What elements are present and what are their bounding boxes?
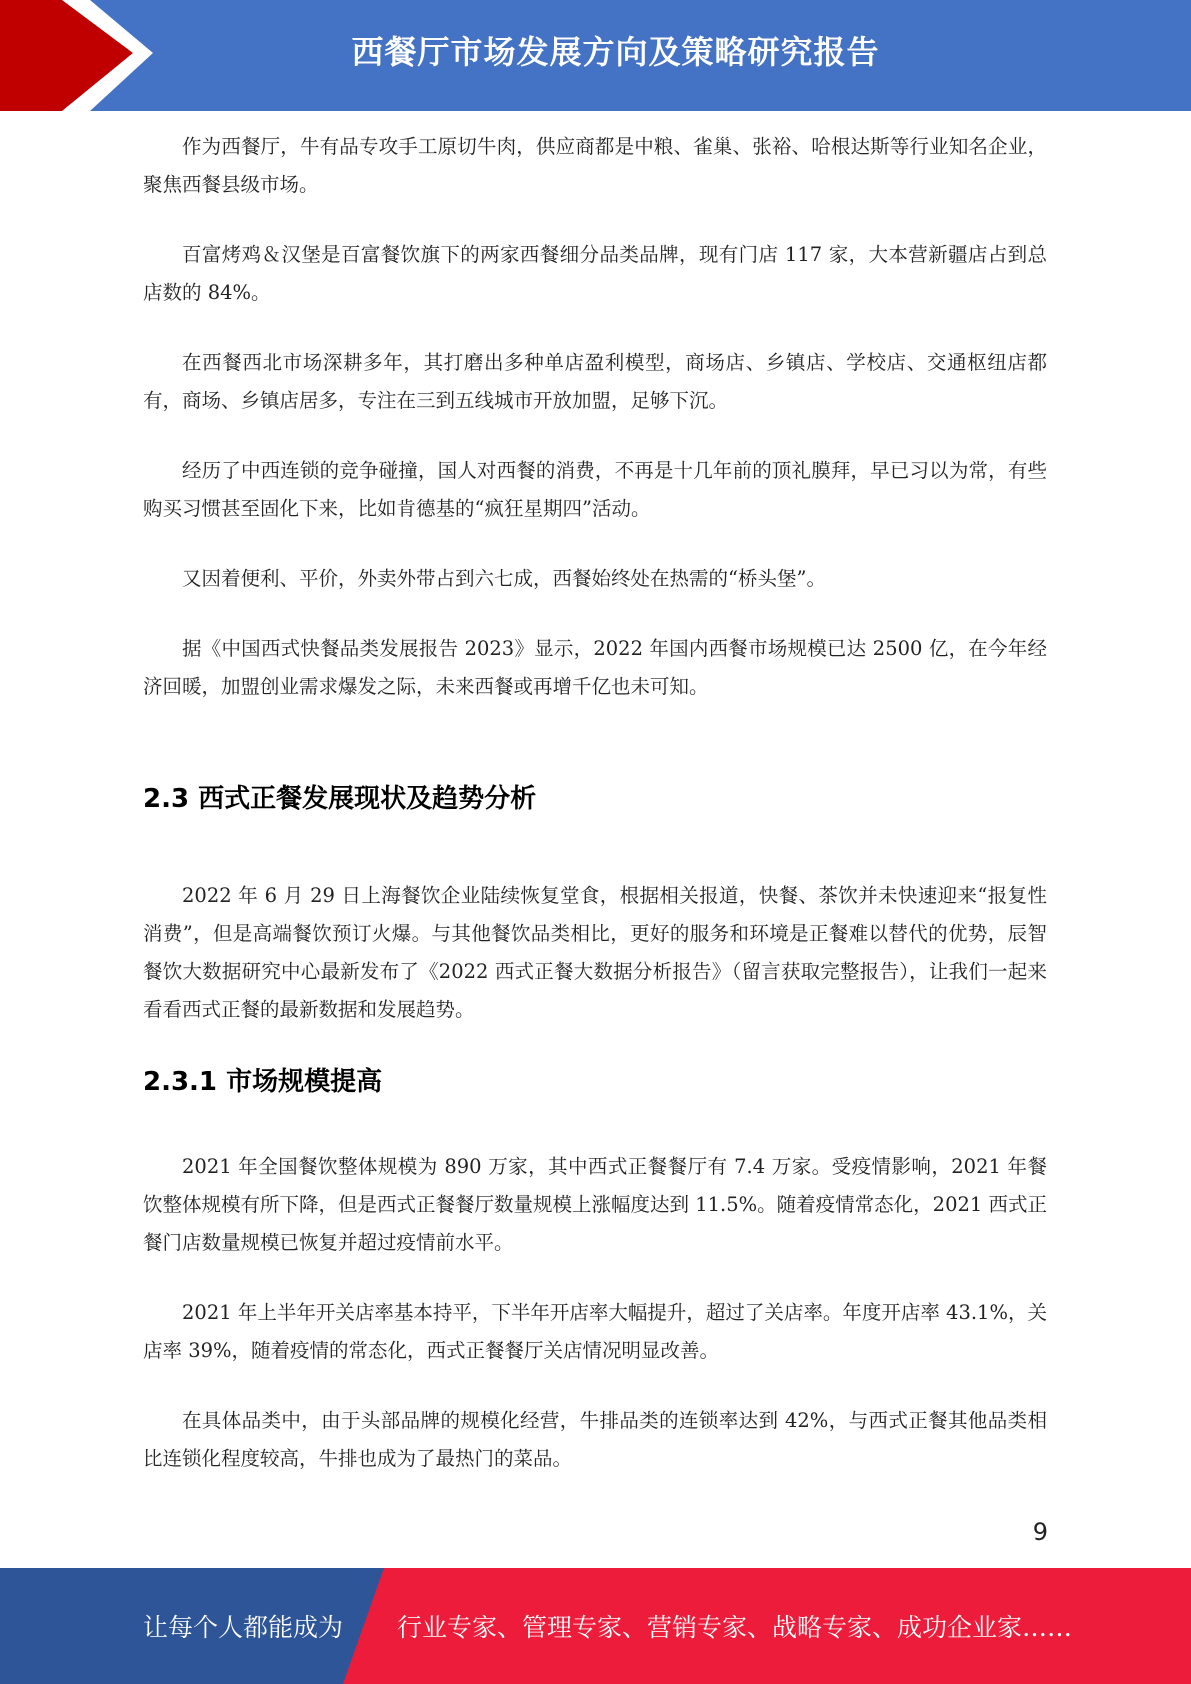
footer-slogan-right: 行业专家、管理专家、营销专家、战略专家、成功企业家……	[397, 1613, 1073, 1642]
page-content	[143, 128, 1047, 1478]
paragraph: 2022 年 6 月 29 日上海餐饮企业陆续恢复堂食，根据相关报道，快餐、茶饮并未快速迎来“报复性消费”，但是高端餐饮预订火爆。与其他餐饮品类相比，更好的服务和环境是正餐难以替代的优势，辰智餐饮大数据研究中心最新发布了《2022 西式正餐大数据分析报告》（留言获取完整报告），让我们一起来看看西式正餐的最新数据和发展趋势。	[143, 884, 1047, 1021]
paragraph: 百富烤鸡＆汉堡是百富餐饮旗下的两家西餐细分品类品牌，现有门店 117 家，大本营新疆店占到总店数的 84%。	[143, 243, 1047, 304]
page-footer	[0, 1568, 1191, 1684]
page-header	[0, 0, 1191, 111]
paragraph: 经历了中西连锁的竞争碰撞，国人对西餐的消费，不再是十几年前的顶礼膜拜，早已习以为常，有些购买习惯甚至固化下来，比如肯德基的“疯狂星期四”活动。	[143, 459, 1047, 520]
footer-slogan-left: 让每个人都能成为	[143, 1613, 344, 1642]
page-number: 9	[1032, 1518, 1048, 1546]
paragraph: 2021 年全国餐饮整体规模为 890 万家，其中西式正餐餐厅有 7.4 万家。受疫情影响，2021 年餐饮整体规模有所下降，但是西式正餐餐厅数量规模上涨幅度达到 11.5%。随着疫情常态化，2021 西式正餐门店数量规模已恢复并超过疫情前水平。	[143, 1155, 1047, 1254]
header-arrow-decoration	[0, 0, 160, 111]
paragraph: 又因着便利、平价，外卖外带占到六七成，西餐始终处在热需的“桥头堡”。	[182, 567, 826, 590]
paragraph: 作为西餐厅，牛有品专攻手工原切牛肉，供应商都是中粮、雀巢、张裕、哈根达斯等行业知名企业，聚焦西餐县级市场。	[143, 135, 1047, 196]
document-title: 西餐厅市场发展方向及策略研究报告	[351, 33, 880, 71]
paragraph: 在具体品类中，由于头部品牌的规模化经营，牛排品类的连锁率达到 42%，与西式正餐其他品类相比连锁化程度较高，牛排也成为了最热门的菜品。	[143, 1409, 1047, 1470]
subsection-heading: 2.3.1 市场规模提高	[143, 1067, 383, 1097]
paragraph: 据《中国西式快餐品类发展报告 2023》显示，2022 年国内西餐市场规模已达 2500 亿，在今年经济回暖，加盟创业需求爆发之际，未来西餐或再增千亿也未可知。	[143, 637, 1047, 698]
paragraph: 2021 年上半年开关店率基本持平，下半年开店率大幅提升，超过了关店率。年度开店率 43.1%，关店率 39%，随着疫情的常态化，西式正餐餐厅关店情况明显改善。	[143, 1301, 1047, 1362]
paragraph: 在西餐西北市场深耕多年，其打磨出多种单店盈利模型，商场店、乡镇店、学校店、交通枢纽店都有，商场、乡镇店居多，专注在三到五线城市开放加盟，足够下沉。	[143, 351, 1047, 412]
section-heading: 2.3 西式正餐发展现状及趋势分析	[143, 784, 537, 814]
